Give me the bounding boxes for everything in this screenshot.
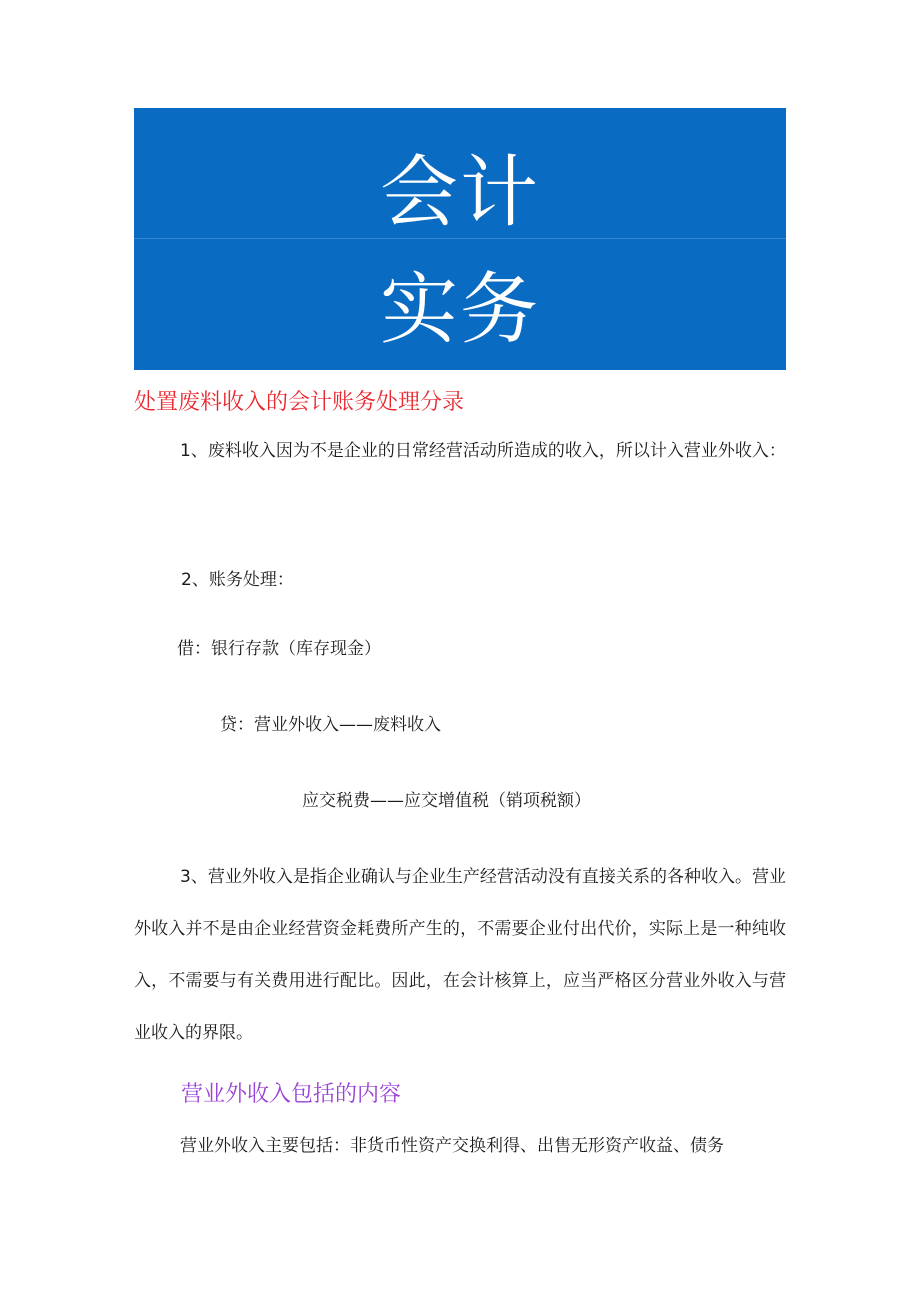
section-heading-non-operating-income-content: 营业外收入包括的内容 <box>181 1082 402 1107</box>
banner-title-line-2: 实务 <box>379 265 540 355</box>
paragraph-non-operating-income-definition: 3、营业外收入是指企业确认与企业生产经营活动没有直接关系的各种收入。营业外收入并不是由企业经营资金耗费所产生的，不需要企业付出代价，实际上是一种纯收入，不需要与有关费用进行配比。因此，在会计核算上，应当严格区分营业外收入与营业收入的界限。 <box>134 867 786 1043</box>
section-heading-scrap-income: 处置废料收入的会计账务处理分录 <box>134 390 465 415</box>
banner-title-line-1: 会计 <box>379 148 540 238</box>
item-accounting-treatment: 2、账务处理： <box>181 570 294 590</box>
title-banner <box>134 108 786 370</box>
journal-debit-line: 借：银行存款（库存现金） <box>177 639 381 659</box>
paragraph-non-operating-income-items: 营业外收入主要包括：非货币性资产交换利得、出售无形资产收益、债务 <box>180 1136 724 1156</box>
journal-credit-line-1: 贷：营业外收入——废料收入 <box>220 715 441 735</box>
journal-credit-line-2: 应交税费——应交增值税（销项税额） <box>302 791 591 811</box>
paragraph-scrap-income-explanation: 1、废料收入因为不是企业的日常经营活动所造成的收入，所以计入营业外收入： <box>180 441 786 461</box>
banner-divider <box>134 238 786 239</box>
